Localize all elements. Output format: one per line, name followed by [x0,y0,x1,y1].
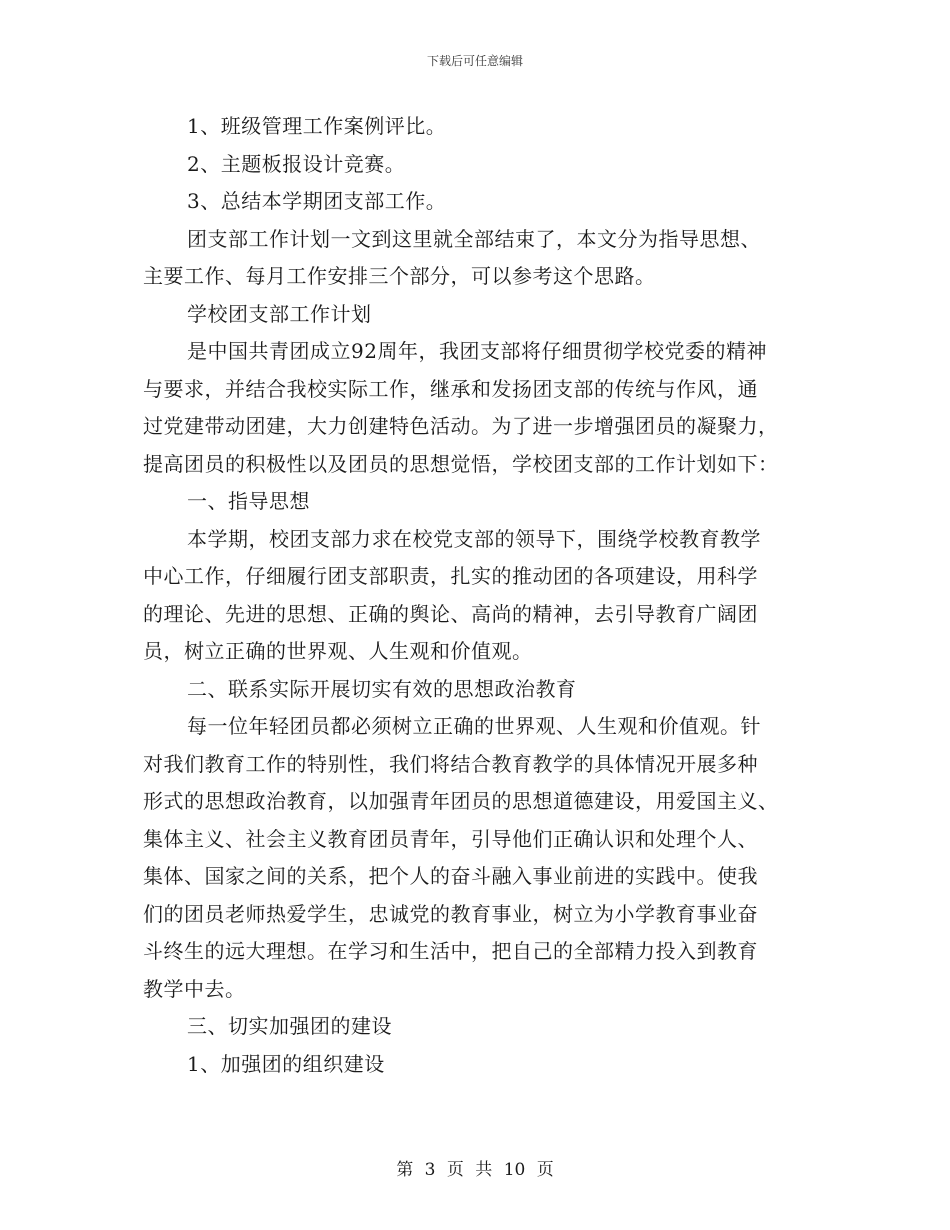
text-line: 的理论、先进的思想、正确的舆论、高尚的精神，去引导教育广阔团 [143,601,758,626]
text-line: 与要求，并结合我校实际工作，继承和发扬团支部的传统与作风，通 [143,376,758,401]
page-footer: 第 3 页 共 10 页 [396,1160,554,1180]
text-line: 集体主义、社会主义教育团员青年，引导他们正确认识和处理个人、 [143,826,758,851]
text-line: 过党建带动团建，大力创建特色活动。为了进一步增强团员的凝聚力， [143,414,779,438]
text-line: 学校团支部工作计划 [187,301,372,326]
text-line: 是中国共青团成立92周年，我团支部将仔细贯彻学校党委的精神 [187,339,767,363]
text-line: 形式的思想政治教育，以加强青年团员的思想道德建设，用爱国主义、 [143,789,779,813]
text-line: 中心工作，仔细履行团支部职责，扎实的推动团的各项建设，用科学 [143,564,758,588]
text-line: 员，树立正确的世界观、人生观和价值观。 [143,639,533,663]
text-line: 1、班级管理工作案例评比。 [187,114,447,138]
text-line: 3、总结本学期团支部工作。 [187,189,447,213]
text-line: 本学期，校团支部力求在校党支部的领导下，围绕学校教育教学 [187,526,761,551]
text-line: 集体、国家之间的关系，把个人的奋斗融入事业前进的实践中。使我 [143,864,758,888]
text-line: 每一位年轻团员都必须树立正确的世界观、人生观和价值观。针 [187,714,761,738]
text-line: 三、切实加强团的建设 [187,1014,392,1038]
text-line: 对我们教育工作的特别性，我们将结合教育教学的具体情况开展多种 [143,751,758,776]
text-line: 2、主题板报设计竞赛。 [187,151,406,176]
text-line: 团支部工作计划一文到这里就全部结束了，本文分为指导思想、 [187,226,761,251]
text-line: 1、加强团的组织建设 [187,1051,385,1076]
document-body [143,108,808,1083]
page-header: 下载后可任意编辑 [426,54,523,68]
text-line: 斗终生的远大理想。在学习和生活中，把自己的全部精力投入到教育 [143,939,758,963]
text-line: 教学中去。 [143,976,246,1001]
text-line: 提高团员的积极性以及团员的思想觉悟，学校团支部的工作计划如下： [143,451,779,476]
text-line: 二、联系实际开展切实有效的思想政治教育 [187,676,577,701]
text-line: 一、指导思想 [187,489,310,513]
text-line: 们的团员老师热爱学生，忠诚党的教育事业，树立为小学教育事业奋 [143,901,758,926]
text-line: 主要工作、每月工作安排三个部分，可以参考这个思路。 [143,264,656,288]
